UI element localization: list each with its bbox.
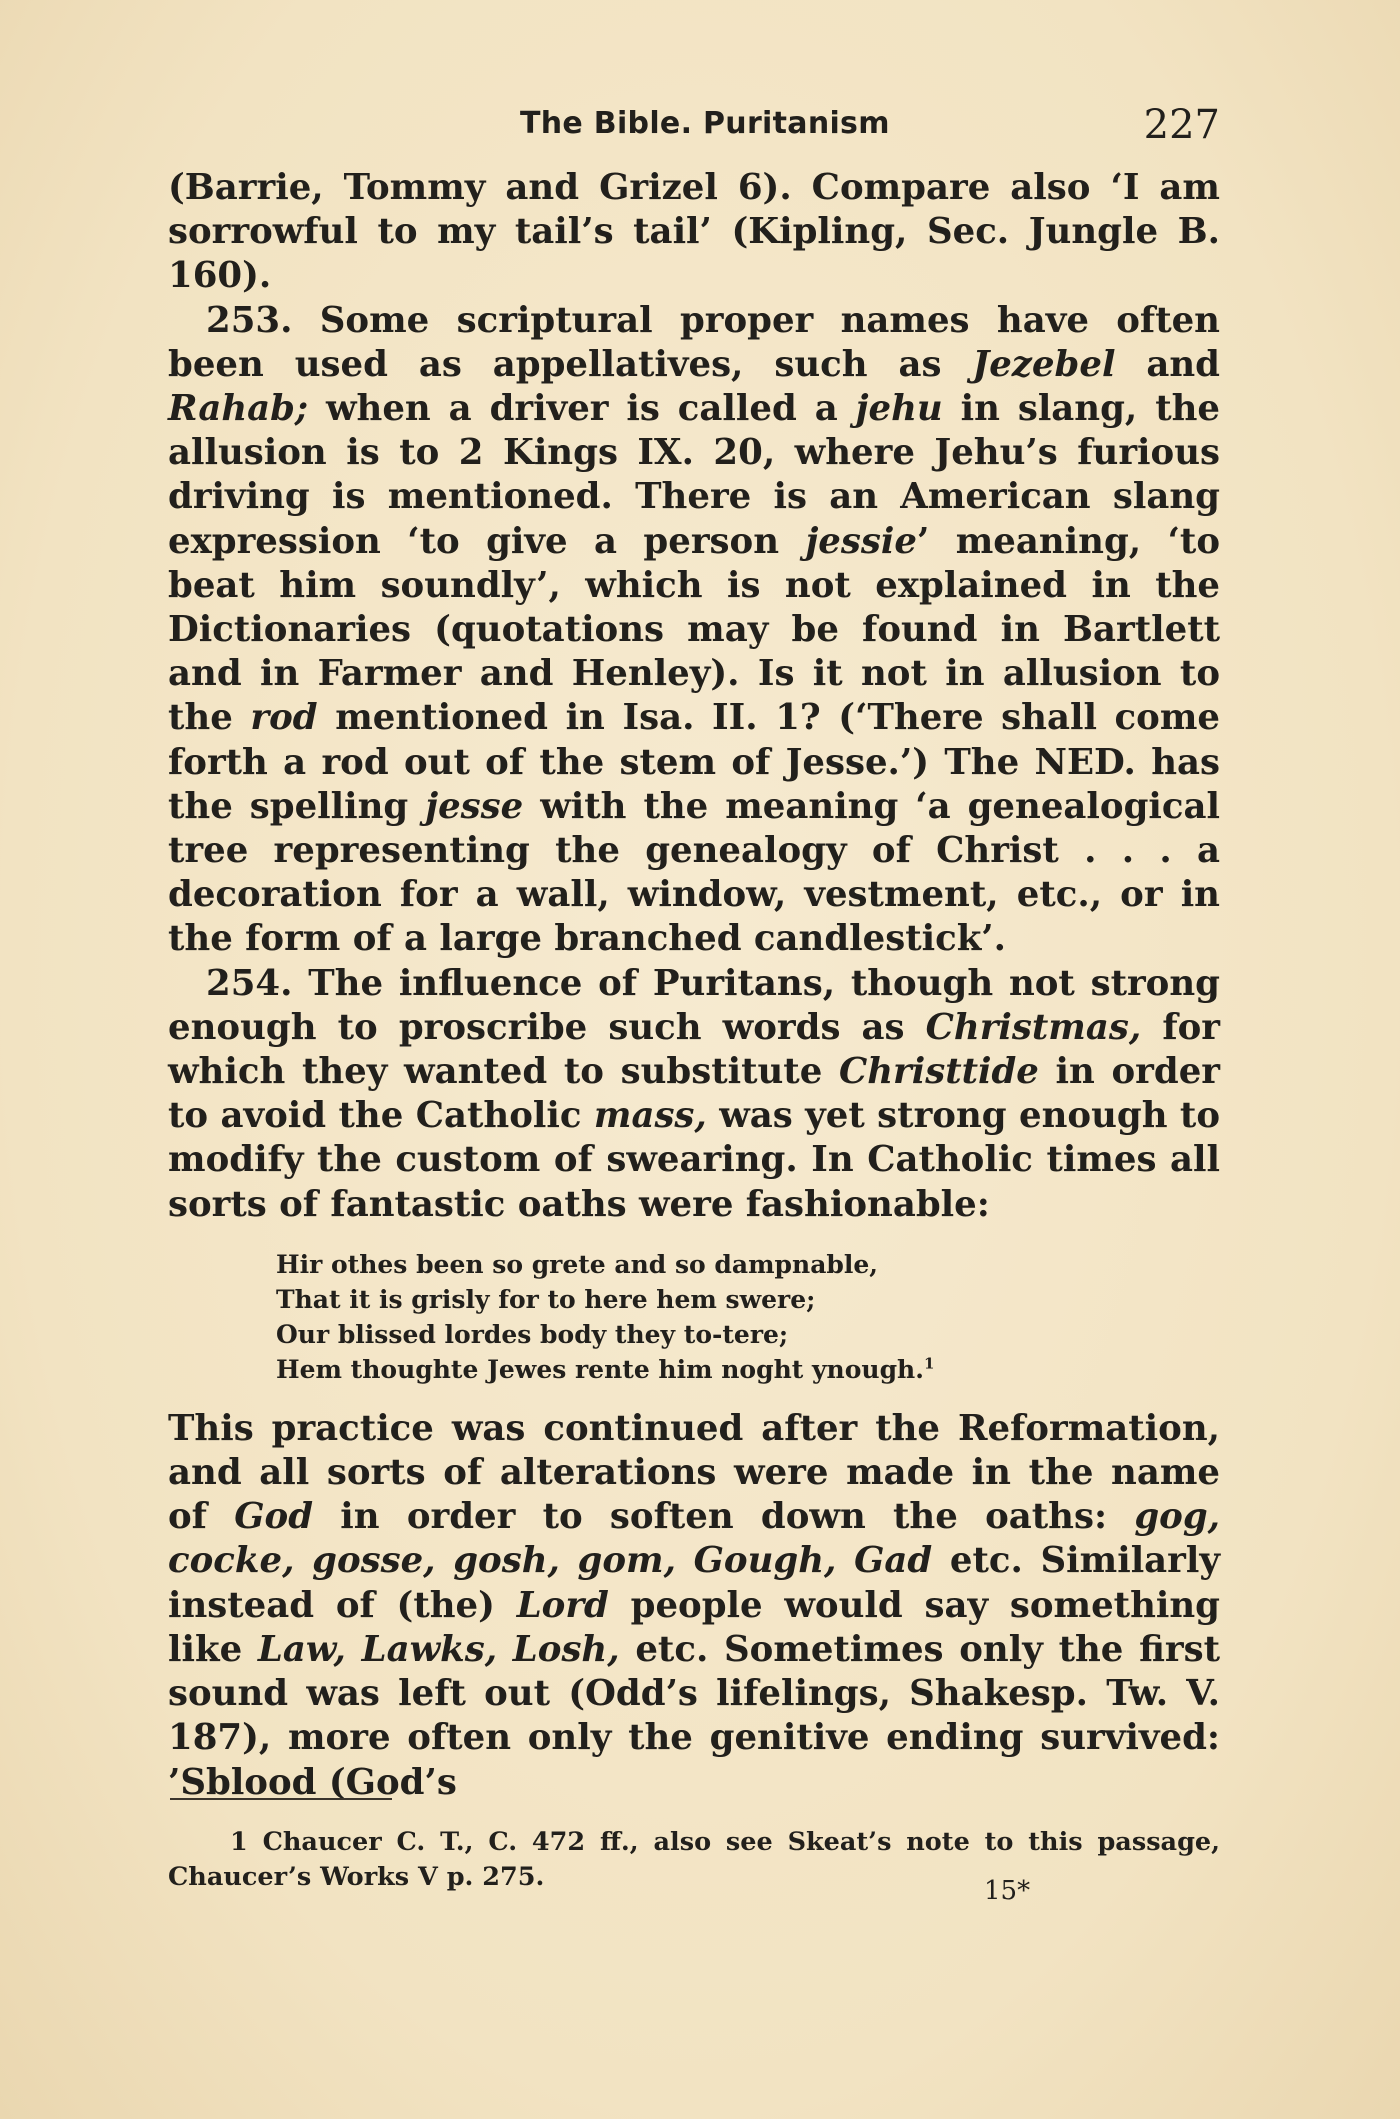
page-number: 227 [1143,102,1220,148]
paragraph-253: 253. Some scriptural proper names have often been used as appellatives, such as Jezebel and Rahab; when a driver is called a jehu in slang, the allusion is to 2 Kings IX. 20, where Jehu’s furious driving is mentioned. There is an American slang expression ‘to give a person jessie’ meaning, ‘to beat him soundly’, which is not explained in the Dictionaries (quotations may be found in Bartlett and in Farmer and Henley). Is it not in allusion to the rod mentioned in Isa. II. 1? (‘There shall come forth a rod out of the stem of Jesse.’) The NED. has the spelling jesse with the meaning ‘a genealogical tree representing the genealogy of Christ . . . a decoration for a wall, window, vestment, etc., or in the form of a large branched candlestick’. [168,299,1221,960]
paragraph-reformation: This practice was continued after the Reformation, and all sorts of alterations were made in the name of God in order to soften down the oaths: gog, cocke, gosse, gosh, gom, Gough, Gad etc. Similarly instead of (the) Lord people would say something like Law, Lawks, Losh, etc. Sometimes only the first sound was left out (Odd’s lifelings, Shakesp. Tw. V. 187), more often only the genitive ending survived: ’Sblood (God’s [168,1407,1221,1803]
signature-mark: 15* [984,1876,1031,1906]
footnote-rule [170,1798,392,1800]
italic-term: Jezebel [972,343,1116,385]
paragraph-254: 254. The influence of Puritans, though not strong enough to proscribe such words as Christmas, for which they wanted to substitute Christtide in order to avoid the Catholic mass, was yet strong enough to modify the custom of swearing. In Catholic times all sorts of fantastic oaths were fashionable: [168,962,1221,1225]
verse-line: Our blissed lordes body they to-tere; [276,1319,789,1349]
verse-line-last [276,1352,1220,1387]
italic-term: Law, Lawks, Losh, [257,1628,620,1670]
italic-term: mass, [593,1095,707,1137]
footnote [168,1825,1220,1895]
footnote-marker: 1 [923,1354,935,1373]
footnote-text: 1 Chaucer C. T., C. 472 ff., also see Skeat’s note to this passage, Chaucer’s Works V p. 275. [168,1827,1220,1892]
italic-term: jehu [855,388,943,430]
paragraph-continued: (Barrie, Tommy and Grizel 6). Compare also ‘I am sorrowful to my tail’s tail’ (Kipling, Sec. Jungle B. 160). [168,167,1220,297]
italic-term: Lord [516,1584,609,1626]
verse-quotation [276,1247,1220,1387]
running-title: The Bible. Puritanism [520,106,890,141]
verse-line-text: Hem thoughte Jewes rente him noght ynough. [276,1354,924,1384]
italic-term: Rahab; [168,388,309,430]
page-header [168,102,1220,152]
italic-term: Christmas, [925,1006,1142,1048]
italic-term: gog, cocke, gosse, gosh, gom, Gough, Gad [168,1496,1220,1582]
italic-term: Christtide [838,1051,1039,1093]
italic-term: God [234,1496,314,1538]
italic-term: jessie [805,520,917,562]
verse-line: That it is grisly for to here hem swere; [276,1284,816,1314]
verse-line: Hir othes been so grete and so dampnable, [276,1249,879,1279]
italic-term: jesse [425,785,524,827]
body-text [168,166,1220,1805]
italic-term: rod [250,697,318,739]
